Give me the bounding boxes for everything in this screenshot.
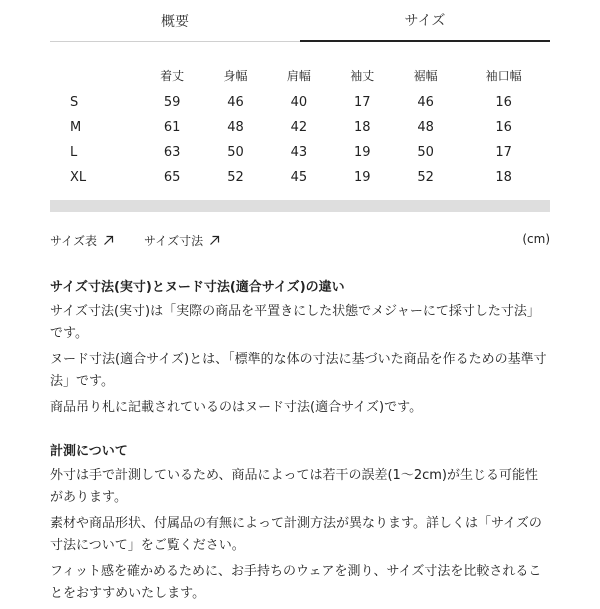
table-cell: 18	[495, 170, 512, 185]
size-chart-link[interactable]	[50, 232, 114, 249]
table-cell: 46	[227, 95, 244, 110]
size-chart-link-label: サイズ表	[50, 234, 98, 248]
size-measure-link-label: サイズ寸法	[144, 234, 204, 248]
table-cell: 46	[417, 95, 434, 110]
table-cell: 16	[495, 95, 512, 110]
link-row	[50, 232, 220, 249]
tab-size[interactable]: サイズ	[300, 0, 550, 42]
table-cell: 65	[163, 170, 181, 185]
table-cell: 50	[417, 145, 434, 160]
table-cell: 59	[163, 95, 181, 110]
paragraph: 外寸は手で計測しているため、商品によっては若干の誤差(1〜2cm)が生じる可能性があります。	[50, 468, 538, 505]
table-row	[50, 165, 550, 190]
table-cell: 17	[495, 145, 512, 160]
horizontal-scrollbar[interactable]	[50, 200, 550, 212]
table-cell: 48	[417, 120, 434, 135]
table-cell: 45	[290, 170, 308, 185]
section-heading: 計測について	[50, 444, 128, 459]
arrow-up-right-icon	[209, 235, 220, 246]
table-cell: 19	[354, 170, 371, 185]
tab-overview[interactable]: 概要	[50, 0, 300, 42]
table-cell: 61	[163, 120, 181, 135]
column-header: 裾幅	[413, 68, 438, 83]
size-diff-section	[50, 276, 550, 423]
size-table	[50, 60, 550, 190]
paragraph: 素材や商品形状、付属品の有無によって計測方法が異なります。詳しくは「サイズの寸法について」をご覧ください。	[50, 516, 542, 553]
paragraph: 商品吊り札に記載されているのはヌード寸法(適合サイズ)です。	[50, 400, 423, 415]
table-cell: L	[70, 145, 78, 160]
table-cell: M	[70, 120, 82, 135]
paragraph: ヌード寸法(適合サイズ)とは、「標準的な体の寸法に基づいた商品を作るための基準寸法」です。	[50, 352, 547, 389]
table-cell: 52	[417, 170, 434, 185]
table-cell: 43	[290, 145, 308, 160]
table-cell: 19	[354, 145, 371, 160]
table-cell: 52	[227, 170, 244, 185]
table-cell: S	[70, 95, 79, 110]
paragraph: サイズ寸法(実寸)は「実際の商品を平置きにした状態でメジャーにて採寸した寸法」です。	[50, 304, 540, 341]
column-header	[50, 60, 141, 90]
table-cell: 63	[163, 145, 181, 160]
size-measure-link[interactable]	[144, 232, 220, 249]
paragraph: フィット感を確かめるために、お手持ちのウェアを測り、サイズ寸法を比較されることをおすすめいたします。	[50, 564, 542, 601]
unit-label: (cm)	[522, 232, 550, 246]
column-header: 肩幅	[286, 68, 311, 83]
table-cell: 40	[290, 95, 308, 110]
column-header: 着丈	[160, 68, 185, 83]
arrow-up-right-icon	[103, 235, 114, 246]
table-row	[50, 140, 550, 165]
table-cell: 18	[354, 120, 371, 135]
section-heading: サイズ寸法(実寸)とヌード寸法(適合サイズ)の違い	[50, 280, 345, 295]
table-cell: 16	[495, 120, 512, 135]
table-row	[50, 90, 550, 115]
table-cell: 17	[354, 95, 371, 110]
table-cell: XL	[70, 170, 87, 185]
column-header: 身幅	[223, 68, 248, 83]
table-cell: 48	[227, 120, 244, 135]
table-cell: 42	[290, 120, 308, 135]
column-header: 袖丈	[350, 68, 375, 83]
measurement-section	[50, 440, 550, 609]
table-row	[50, 115, 550, 140]
table-header-row	[50, 60, 550, 90]
table-cell: 50	[227, 145, 244, 160]
tab-bar	[50, 0, 550, 42]
column-header: 袖口幅	[485, 68, 522, 83]
